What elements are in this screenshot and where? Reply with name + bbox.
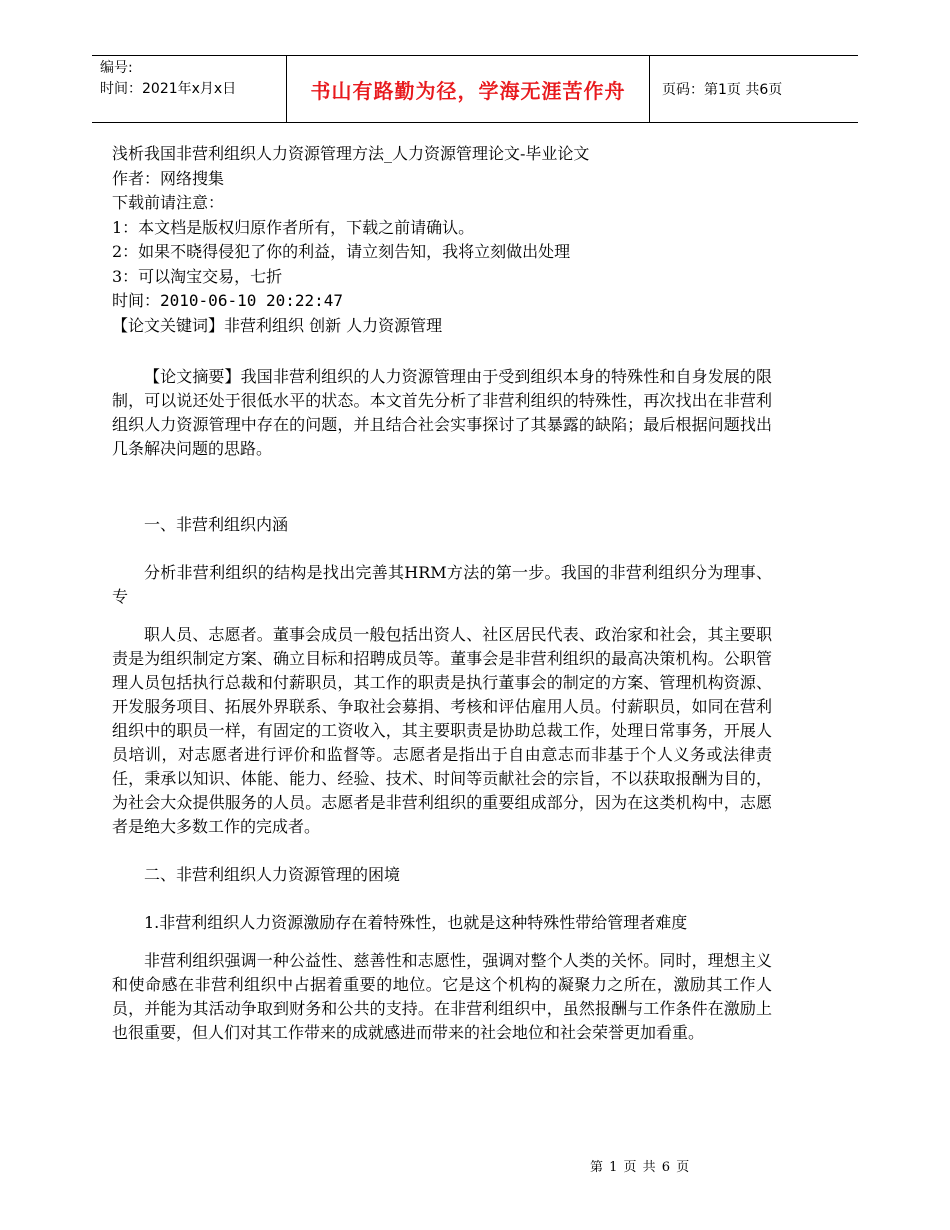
document-header	[92, 55, 858, 123]
header-motto: 书山有路勤为径，学海无涯苦作舟	[286, 56, 650, 122]
document-title: 浅析我国非营利组织人力资源管理方法_人力资源管理论文-毕业论文	[112, 144, 590, 163]
abstract-paragraph: 【论文摘要】我国非营利组织的人力资源管理由于受到组织本身的特殊性和自身发展的限制，可以说还处于很低水平的状态。本文首先分析了非营利组织的特殊性，再次找出在非营利组织人力资源管理中存在的问题，并且结合社会实事探讨了其暴露的缺陷；最后根据问题找出几条解决问题的思路。	[112, 367, 772, 458]
header-time-label: 时间：2021年x月x日	[100, 81, 237, 97]
body-paragraph: 分析非营利组织的结构是找出完善其HRM方法的第一步。我国的非营利组织分为理事、专	[112, 563, 772, 606]
notice-heading: 下载前请注意：	[112, 193, 225, 212]
header-page-info: 页码：第1页 共6页	[662, 82, 783, 98]
document-body	[112, 365, 772, 1045]
body-paragraph: 职人员、志愿者。董事会成员一般包括出资人、社区居民代表、政治家和社会，其主要职责是为组织制定方案、确立目标和招聘成员等。董事会是非营利组织的最高决策机构。公职管理人员包括执行总裁和付薪职员，其工作的职责是执行董事会的制定的方案、管理机构资源、开发服务项目、拓展外界联系、争取社会募捐、考核和评估雇用人员。付薪职员，如同在营利组织中的职员一样，有固定的工资收入，其主要职责是协助总裁工作，处理日常事务，开展人员培训，对志愿者进行评价和监督等。志愿者是指出于自由意志而非基于个人义务或法律责任，秉承以知识、体能、能力、经验、技术、时间等贡献社会的宗旨，不以获取报酬为目的，为社会大众提供服务的人员。志愿者是非营利组织的重要组成部分，因为在这类机构中，志愿者是绝大多数工作的完成者。	[112, 625, 772, 836]
section-heading: 二、非营利组织人力资源管理的困境	[144, 865, 401, 884]
subsection-heading: 1.非营利组织人力资源激励存在着特殊性，也就是这种特殊性带给管理者难度	[144, 913, 688, 932]
notice-item: 2：如果不晓得侵犯了你的利益，请立刻告知，我将立刻做出处理	[112, 242, 571, 261]
section-heading: 一、非营利组织内涵	[144, 515, 289, 534]
publish-time	[112, 289, 832, 314]
keywords: 【论文关键词】非营利组织 创新 人力资源管理	[112, 315, 443, 335]
document-author: 作者：网络搜集	[112, 168, 225, 188]
publish-time-value: 2010-06-10 20:22:47	[160, 291, 344, 310]
header-info-cell	[92, 56, 286, 122]
body-paragraph: 非营利组织强调一种公益性、慈善性和志愿性，强调对整个人类的关怀。同时，理想主义和使命感在非营利组织中占据着重要的地位。它是这个机构的凝聚力之所在，激励其工作人员，并能为其活动争取到财务和公共的支持。在非营利组织中，虽然报酬与工作条件在激励上也很重要，但人们对其工作带来的成就感进而带来的社会地位和社会荣誉更加看重。	[112, 951, 772, 1042]
notice-item: 1：本文档是版权归原作者所有，下载之前请确认。	[112, 217, 475, 237]
header-number-label: 编号:	[100, 60, 133, 76]
publish-time-label: 时间：	[112, 291, 161, 310]
document-meta	[112, 142, 832, 338]
page-footer: 第 1 页 共 6 页	[590, 1160, 691, 1175]
notice-item: 3：可以淘宝交易，七折	[112, 266, 283, 286]
